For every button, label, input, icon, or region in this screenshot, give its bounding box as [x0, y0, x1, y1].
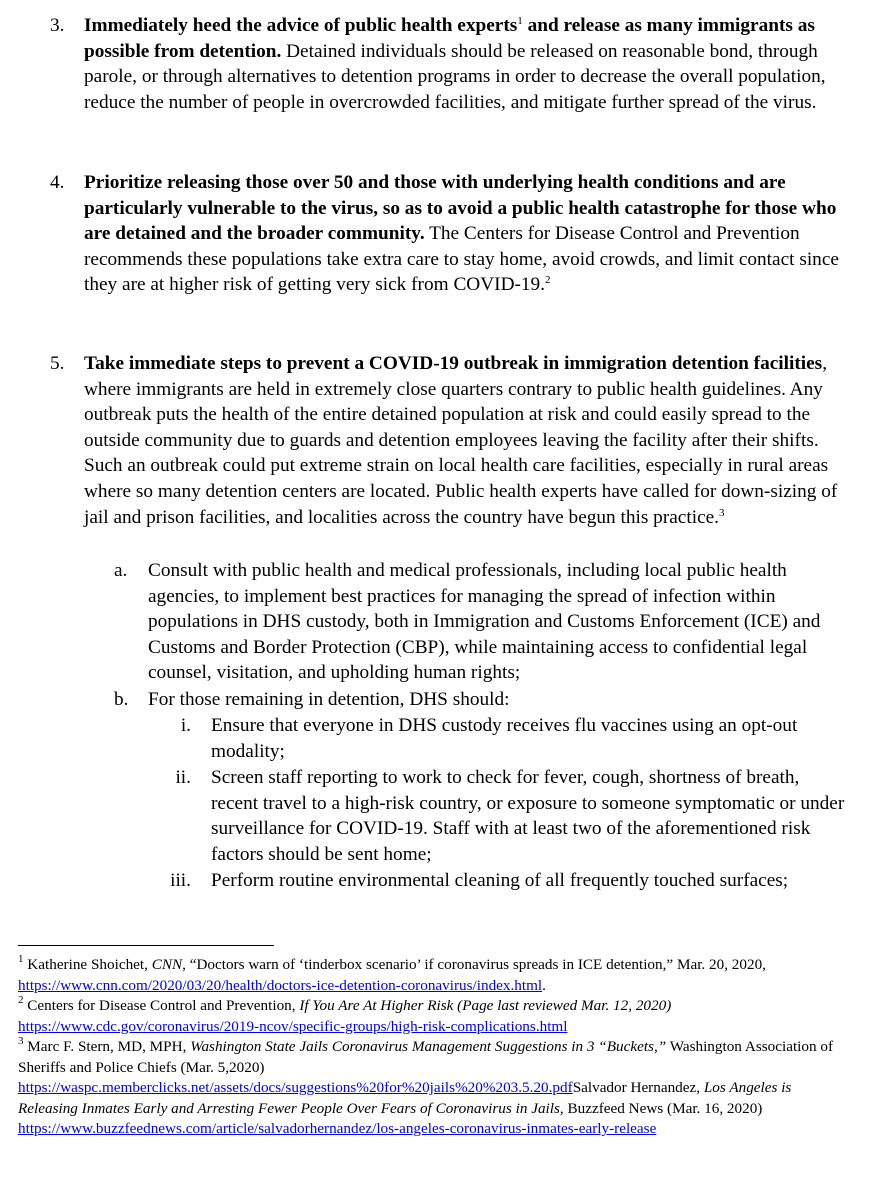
footnote-title: If You Are At Higher Risk (Page last reviewed Mar. 12, 2020) — [299, 997, 672, 1014]
footnote-ref-1[interactable]: 1 — [517, 15, 523, 27]
sub-item-a — [114, 558, 854, 686]
item-3-text: Detained individuals should be released on reasonable bond, through parole, or through alternatives to detention programs in order to decrease the overall population, reduce the number of people in overcrowded facilities, and mitigate further spread of the virus. — [84, 40, 826, 113]
footnote-number: 3 — [18, 1035, 24, 1047]
footnote-ref-3[interactable]: 3 — [719, 506, 725, 519]
footnote-link-2[interactable]: https://www.buzzfeednews.com/article/salvadorhernandez/los-angeles-coronavirus-inmates-early-release — [18, 1120, 657, 1138]
footnote-3 — [18, 1037, 854, 1140]
footnote-ref-2[interactable]: 2 — [545, 274, 551, 287]
list-item-3 — [50, 13, 854, 115]
sub-sub-item-label: i. — [180, 715, 191, 736]
footnote-publication: CNN — [151, 956, 183, 973]
item-4-text: The Centers for Disease Control and Prevention recommends these populations take extra care to stay home, avoid crowds, and limit contact since they are at higher risk of getting very sick from COVID-19. — [84, 223, 839, 296]
sub-sub-item-i — [180, 713, 851, 764]
sub-sub-item-text: Screen staff reporting to work to check for fever, cough, shortness of breath, recent travel to a high-risk country, or exposure to someone symptomatic or under surveillance for COVID-19. Staff with at least two of the aforementioned risk factors should be sent home; — [211, 767, 845, 865]
sub-sub-item-iii — [170, 868, 851, 894]
sub-sub-item-text: Perform routine environmental cleaning of all frequently touched surfaces; — [211, 870, 789, 891]
sub-sub-item-ii — [175, 765, 851, 867]
item-3-bold-2: and release as many immigrants as possible from detention. — [84, 15, 815, 62]
footnote-1 — [18, 955, 854, 996]
footnote-link[interactable]: https://waspc.memberclicks.net/assets/docs/suggestions%20for%20jails%20%203.5.20.pdf — [18, 1079, 573, 1097]
footnote-link[interactable]: https://www.cnn.com/2020/03/20/health/doctors-ice-detention-coronavirus/index.html — [18, 976, 543, 994]
item-3-bold: Immediately heed the advice of public health experts — [84, 15, 518, 36]
footnote-2 — [18, 996, 854, 1037]
list-number: 4. — [50, 172, 65, 193]
sub-item-text: For those remaining in detention, DHS should: — [148, 689, 510, 710]
footnote-publication-2: Buzzfeed News (Mar. 16, 2020) — [563, 1099, 763, 1117]
footnote-number: 2 — [18, 994, 24, 1006]
list-number: 5. — [50, 353, 65, 374]
sub-item-label: b. — [114, 689, 129, 710]
list-number: 3. — [50, 15, 65, 36]
footnote-title: Washington State Jails Coronavirus Management Suggestions in 3 “Buckets,” — [190, 1038, 667, 1055]
footnote-author: Marc F. Stern, MD, MPH, — [23, 1038, 191, 1055]
footnote-link[interactable]: https://www.cdc.gov/coronavirus/2019-ncov/specific-groups/high-risk-complications.html — [18, 1017, 568, 1035]
sub-item-b — [114, 687, 854, 713]
list-item-4 — [50, 170, 854, 298]
footnote-end: . — [542, 976, 546, 994]
item-5-bold: Take immediate steps to prevent a COVID-19 outbreak in immigration detention facilities — [84, 353, 823, 374]
footnote-separator — [18, 945, 274, 946]
sub-item-text: Consult with public health and medical professionals, including local public health agencies, to implement best practices for managing the spread of infection within populations in DHS custody, both in Immigration and Customs Enforcement (ICE) and Customs and Border Protection (CBP), while maintaining access to confidential legal counsel, visitation, and upholding human rights; — [148, 560, 821, 684]
footnote-author-2: Salvador Hernandez, — [572, 1079, 704, 1097]
sub-sub-item-label: iii. — [170, 870, 191, 891]
sub-sub-item-label: ii. — [175, 767, 191, 788]
footnote-number: 1 — [18, 953, 24, 965]
footnote-title-2: Los Angeles is Releasing Inmates Early and Arresting Fewer People Over Fears of Coronavirus in Jails, — [18, 1079, 792, 1117]
footnote-author: Centers for Disease Control and Prevention, — [23, 997, 300, 1014]
list-item-5 — [50, 351, 854, 530]
item-4-bold: Prioritize releasing those over 50 and those with underlying health conditions and are particularly vulnerable to the virus, so as to avoid a public health catastrophe for those who are detained and the broader community. — [84, 172, 837, 245]
sub-item-label: a. — [114, 560, 128, 581]
footnote-author: Katherine Shoichet, — [23, 956, 152, 973]
footnote-organization: Washington Association of Sheriffs and Police Chiefs (Mar. 5,2020) — [18, 1038, 834, 1076]
sub-sub-item-text: Ensure that everyone in DHS custody receives flu vaccines using an opt-out modality; — [211, 715, 798, 762]
footnote-title: , “Doctors warn of ‘tinderbox scenario’ if coronavirus spreads in ICE detention,” Mar. 20, 2020, — [182, 956, 766, 973]
item-5-text: , where immigrants are held in extremely close quarters contrary to public health guidelines. Any outbreak puts the health of the entire detained population at risk and could easily spread to the outside community due to guards and detention employees leaving the facility after their shifts. Such an outbreak could put extreme strain on local health care facilities, especially in rural areas where so many detention centers are located. Public health experts have called for down-sizing of jail and prison facilities, and localities across the country have begun this practice. — [84, 353, 838, 528]
